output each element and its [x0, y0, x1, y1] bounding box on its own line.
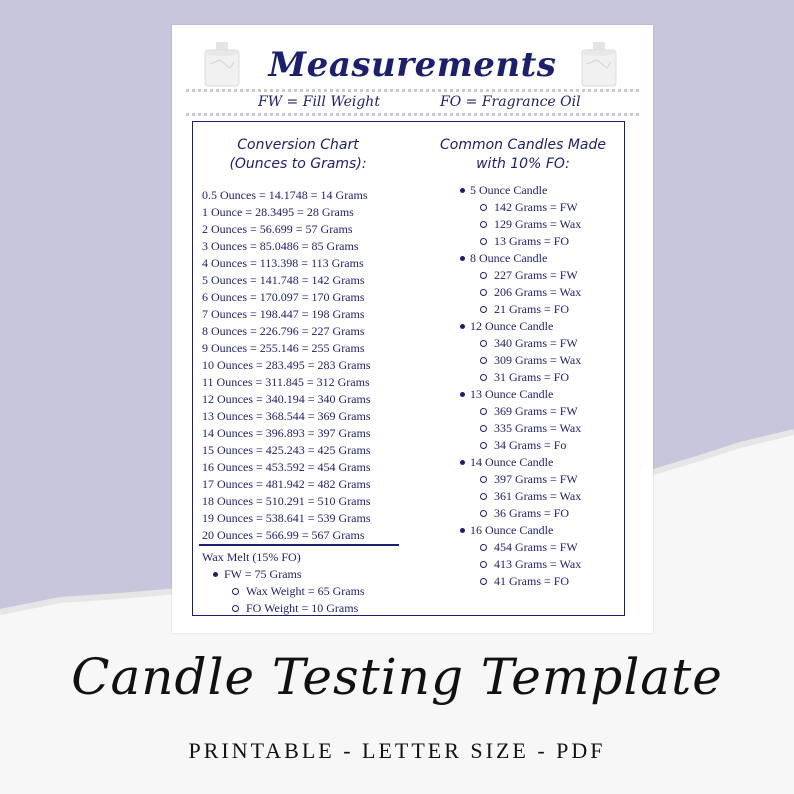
candle-measure-label: 36 Grams = FO [494, 506, 570, 520]
circle-bullet-icon [480, 340, 487, 347]
candles-heading-line: with 10% FO: [476, 156, 570, 172]
candle-size-item [458, 522, 581, 539]
circle-bullet-icon [480, 221, 487, 228]
candle-measure-label: 335 Grams = Wax [494, 421, 582, 435]
circle-bullet-icon [480, 442, 487, 449]
circle-bullet-icon [480, 476, 487, 483]
wax-melt-heading: Wax Melt (15% FO) [202, 550, 301, 564]
circle-bullet-icon [480, 493, 487, 500]
conversion-row: 0.5 Ounces = 14.1748 = 14 Grams [202, 188, 368, 202]
conversion-heading-line: (Ounces to Grams): [229, 156, 367, 172]
conversion-row: 1 Ounce = 28.3495 = 28 Grams [202, 205, 354, 219]
circle-bullet-icon [480, 425, 487, 432]
candle-measure-label: 34 Grams = Fo [494, 438, 567, 452]
candle-measure-item [458, 556, 581, 573]
candle-measure-item [458, 301, 581, 318]
candle-size-label: 8 Ounce Candle [470, 251, 548, 265]
candle-size-label: 5 Ounce Candle [470, 183, 548, 197]
candle-measure-label: 340 Grams = FW [494, 336, 578, 350]
wax-melt-item [202, 600, 365, 617]
wax-melt-fw [202, 566, 365, 583]
candle-measure-item [458, 471, 581, 488]
conversion-row: 4 Ounces = 113.398 = 113 Grams [202, 256, 364, 270]
circle-bullet-icon [480, 561, 487, 568]
measurements-sheet [172, 25, 653, 633]
circle-bullet-icon [480, 374, 487, 381]
candle-measure-item [458, 199, 581, 216]
bullet-icon [460, 460, 465, 465]
bullet-icon [213, 572, 218, 577]
candle-size-item [458, 250, 581, 267]
wax-melt-section [202, 549, 365, 617]
candle-size-label: 14 Ounce Candle [470, 455, 554, 469]
banner-title: Candle Testing Template [71, 648, 723, 706]
circle-bullet-icon [232, 605, 239, 612]
candle-measure-label: 361 Grams = Wax [494, 489, 582, 503]
circle-bullet-icon [232, 588, 239, 595]
candle-measure-item [458, 284, 581, 301]
candle-size-label: 13 Ounce Candle [470, 387, 554, 401]
conversion-row: 9 Ounces = 255.146 = 255 Grams [202, 341, 365, 355]
conversion-row: 12 Ounces = 340.194 = 340 Grams [202, 392, 371, 406]
candle-measure-label: 142 Grams = FW [494, 200, 578, 214]
candle-measure-label: 397 Grams = FW [494, 472, 578, 486]
section-divider [199, 544, 399, 546]
candle-size-item [458, 318, 581, 335]
candle-measure-label: 369 Grams = FW [494, 404, 578, 418]
circle-bullet-icon [480, 408, 487, 415]
bullet-icon [460, 528, 465, 533]
conversion-row: 14 Ounces = 396.893 = 397 Grams [202, 426, 371, 440]
banner-subtitle: PRINTABLE - LETTER SIZE - PDF [188, 738, 606, 763]
wax-melt-item-label: FO Weight = 10 Grams [246, 601, 359, 615]
conversion-list [202, 187, 371, 544]
conversion-row: 18 Ounces = 510.291 = 510 Grams [202, 494, 371, 508]
candle-measure-item [458, 267, 581, 284]
conversion-row: 13 Ounces = 368.544 = 369 Grams [202, 409, 371, 423]
conversion-row: 10 Ounces = 283.495 = 283 Grams [202, 358, 371, 372]
candle-measure-item [458, 420, 581, 437]
candle-measure-label: 413 Grams = Wax [494, 557, 582, 571]
candles-heading-line: Common Candles Made [439, 137, 607, 153]
conversion-row: 15 Ounces = 425.243 = 425 Grams [202, 443, 371, 457]
wax-melt-item [202, 583, 365, 600]
candle-measure-item [458, 488, 581, 505]
wax-melt-fw-label: FW = 75 Grams [224, 567, 302, 581]
candle-size-label: 12 Ounce Candle [470, 319, 554, 333]
conversion-row: 3 Ounces = 85.0486 = 85 Grams [202, 239, 359, 253]
candle-measure-label: 454 Grams = FW [494, 540, 578, 554]
conversion-row: 6 Ounces = 170.097 = 170 Grams [202, 290, 365, 304]
candle-size-item [458, 182, 581, 199]
candle-measure-label: 227 Grams = FW [494, 268, 578, 282]
candle-measure-item [458, 505, 581, 522]
candle-measure-label: 13 Grams = FO [494, 234, 570, 248]
candle-measure-label: 129 Grams = Wax [494, 217, 582, 231]
candles-heading [433, 136, 613, 174]
circle-bullet-icon [480, 306, 487, 313]
candle-measure-item [458, 403, 581, 420]
candle-measure-item [458, 539, 581, 556]
conversion-heading [213, 136, 383, 174]
candle-measure-label: 41 Grams = FO [494, 574, 570, 588]
circle-bullet-icon [480, 289, 487, 296]
fo-key: FO = Fragrance Oil [440, 94, 581, 110]
circle-bullet-icon [480, 272, 487, 279]
conversion-heading-line: Conversion Chart [237, 137, 359, 153]
conversion-row: 7 Ounces = 198.447 = 198 Grams [202, 307, 365, 321]
wax-melt-item-label: Wax Weight = 65 Grams [246, 584, 365, 598]
candle-measure-item [458, 335, 581, 352]
candle-measure-item [458, 352, 581, 369]
circle-bullet-icon [480, 510, 487, 517]
circle-bullet-icon [480, 357, 487, 364]
conversion-row: 11 Ounces = 311.845 = 312 Grams [202, 375, 370, 389]
candle-size-label: 16 Ounce Candle [470, 523, 554, 537]
conversion-row: 19 Ounces = 538.641 = 539 Grams [202, 511, 371, 525]
candle-measure-label: 21 Grams = FO [494, 302, 570, 316]
candle-measure-item [458, 369, 581, 386]
page-title: Measurements [268, 45, 557, 85]
circle-bullet-icon [480, 204, 487, 211]
dotted-divider [186, 113, 639, 120]
candle-measure-item [458, 233, 581, 250]
candle-measure-label: 31 Grams = FO [494, 370, 570, 384]
conversion-row: 8 Ounces = 226.796 = 227 Grams [202, 324, 365, 338]
chart-box [192, 121, 625, 616]
candle-measure-label: 309 Grams = Wax [494, 353, 582, 367]
candle-size-item [458, 386, 581, 403]
candles-list [458, 182, 581, 590]
candle-size-item [458, 454, 581, 471]
conversion-row: 5 Ounces = 141.748 = 142 Grams [202, 273, 365, 287]
candle-measure-item [458, 573, 581, 590]
fw-key: FW = Fill Weight [258, 94, 380, 110]
candle-measure-label: 206 Grams = Wax [494, 285, 582, 299]
circle-bullet-icon [480, 238, 487, 245]
candle-measure-item [458, 216, 581, 233]
conversion-row: 20 Ounces = 566.99 = 567 Grams [202, 528, 365, 542]
circle-bullet-icon [480, 578, 487, 585]
bullet-icon [460, 392, 465, 397]
bullet-icon [460, 188, 465, 193]
conversion-row: 16 Ounces = 453.592 = 454 Grams [202, 460, 371, 474]
bullet-icon [460, 324, 465, 329]
circle-bullet-icon [480, 544, 487, 551]
candle-measure-item [458, 437, 581, 454]
conversion-row: 17 Ounces = 481.942 = 482 Grams [202, 477, 371, 491]
conversion-row: 2 Ounces = 56.699 = 57 Grams [202, 222, 353, 236]
bullet-icon [460, 256, 465, 261]
